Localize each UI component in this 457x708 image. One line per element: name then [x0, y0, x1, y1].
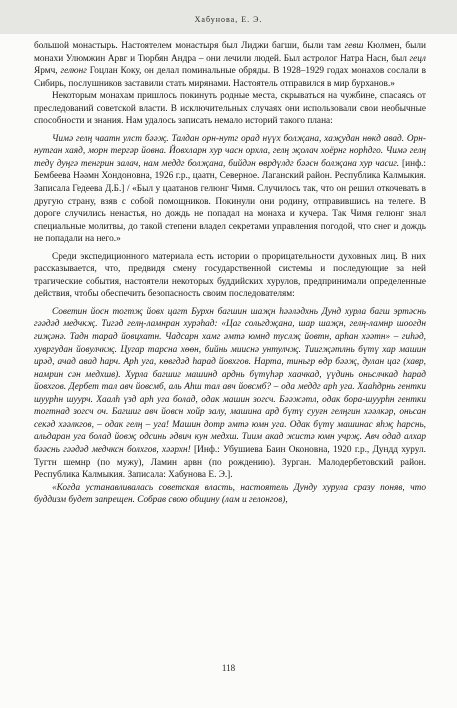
text-run: Среди экспедиционного материала есть истории о прорицательности духовных лиц. В них рассказывается, что, предвидя смену государственной системы и последующие за ней трагические события, настоятели некоторых буддийских хурулов, предпринимали определенные действия, чтобы обеспечить безопасность своим последователям: [34, 251, 426, 300]
text-run: Некоторым монахам пришлось покинуть родные места, скрываться на чужбине, спасаясь от преследований советской власти. В исключительных случаях они использовали свои необычные способности и знания. Нам удалось записать немало историй такого плана: [34, 91, 426, 127]
text-run: Ярмч, [34, 66, 61, 77]
text-run: большой монастырь. Настоятелем монастыря был Лиджи багши, были там [34, 41, 345, 51]
text-run: Кюлмен, были монахи Улюмжин Арвг и Тюрбян Андра – они лечили людей. Был астролог Натра Насн, был [34, 41, 426, 64]
paragraph [34, 133, 426, 246]
paragraph [34, 40, 426, 90]
italic-text: гевш [344, 41, 364, 51]
page-header-band [0, 0, 457, 34]
italic-text: «Когда устанавливалась советская власть, настоятель Дунду хурула сразу поняв, что буддизм будет запрещен. Собрав свою общину (лам и гелонгов), [34, 482, 426, 506]
text-run: [инф.: Бембеева Нәәмн Хондоновна, 1926 г.р., цаатн, Северное. Лаганский район. Республика Калмыкия. Записала Гедеева Д.Б.] / «Был у цаатанов гелюнг Чимя. Случилось так, что он решил откочевать в другую страну, взяв с собой помощников. Покинули они родину, отправившись на телеге. В дороге случились ненастья, но дождь не попадал на монаха и кучера. Так Чимя гелюнг знал специальные молитвы, до такой степени владел секретами управления погодой, что снег и дождь не попадали на него.» [34, 158, 426, 245]
paragraph [34, 482, 426, 507]
page-number: 118 [221, 663, 236, 673]
paragraph [34, 251, 426, 301]
italic-text: гелюнг [60, 66, 87, 77]
italic-text: Советин йосн тогтҗ йовх цагт Бурхн багшин шаҗн һәәләдхнь Дунд хурла багш эртәснь гәәдәд медчкҗ. Тигәд гелң-ламнран хурәһад: «Цаг сольгдҗана, шар шаҗн, гелң-ламнр шоогдн гиҗәнә. Тадн тарад йовцхатн. Чадсарн хамг әмтә юмнд туслҗ йовтн, арһан хәәтн» – гиһәд, хувргудан йовулчкҗ. Цугар тарсна хөөн, бийнь мииснә унтулчҗ. Тиигҗәтлнь бүтү хар машин ирәд, ачад авад һарч. Арһ уга, көвгдәд һарад йовхгов. Нарта, тиньгр өдр бәәҗ, дулан цаг (хавр, намрин сән медхшв). Хурла багшиг машинд арднь бүтүһәр хаачкад, үүдинь оньслчкад һарад йовхгов. Дербет тал авч йовсмб, аль Аһш тал авч йовсмб? – ода меддг арһ уга. Хааһдрнь гентки шуурһн шуурч. Хаалһ үзд арһ уга болад, одак машин зогсч. Бәәжәтл, одак бора-шуурһн гентки тогтнад зогсч оч. Багшиг авч йовсн хойр залу, машина ард бүтү сууғн гелңгин хәәлкәр, оньсан секәд хәәлкгов, – одак гелң – уга! Машин дотр әмтә юмн уга. Одак бүтү машинас яһҗ һарснь, альдаран уга болад йовҗ одсинь әдвич кун медхш. Тиим акад жистә юмн учрҗ. Авч одад алхар бәәснь гәәдәд медчксн болхгов, хәәрхн! [34, 306, 426, 455]
body-text [34, 40, 426, 507]
italic-text: гецл [409, 53, 426, 64]
paragraph [34, 306, 426, 482]
text-run: [Инф.: Убушиева Баин Оконовна, 1920 г.р., Дундд хурул. Тугтн шемнр (по мужу), Ламин арвн (по рождению). Зурган. Малодербетовский район. Республика Калмыкия. Записала: Хабунова Е. Э.]. [34, 444, 426, 481]
italic-text: Чимә гелң чаатн улст бәәҗ. Талдан орн-нутг орад нүүх болҗана, хаҗудан нөкд авад. Орн-нутган хаяд, морн тергәр йовна. Йовхларн хур часн орхла, гелң җолач хоёрнг норһдго. Чимә гелң тедү дуңгә тенгрин залач, нам меддг болҗана, бийдән өврдүлдг бәәсн болҗана хур часиг. [34, 133, 426, 169]
running-head: Хабунова, Е. Э. [194, 15, 263, 24]
paragraph [34, 90, 426, 128]
text-run: Гоцлан Коку, он делал поминальные обряды. В 1928–1929 годах монахов сослали в Сибирь, послушников заставили стать мирянами. Настоятель отправился в мир бурханов.» [34, 66, 426, 89]
